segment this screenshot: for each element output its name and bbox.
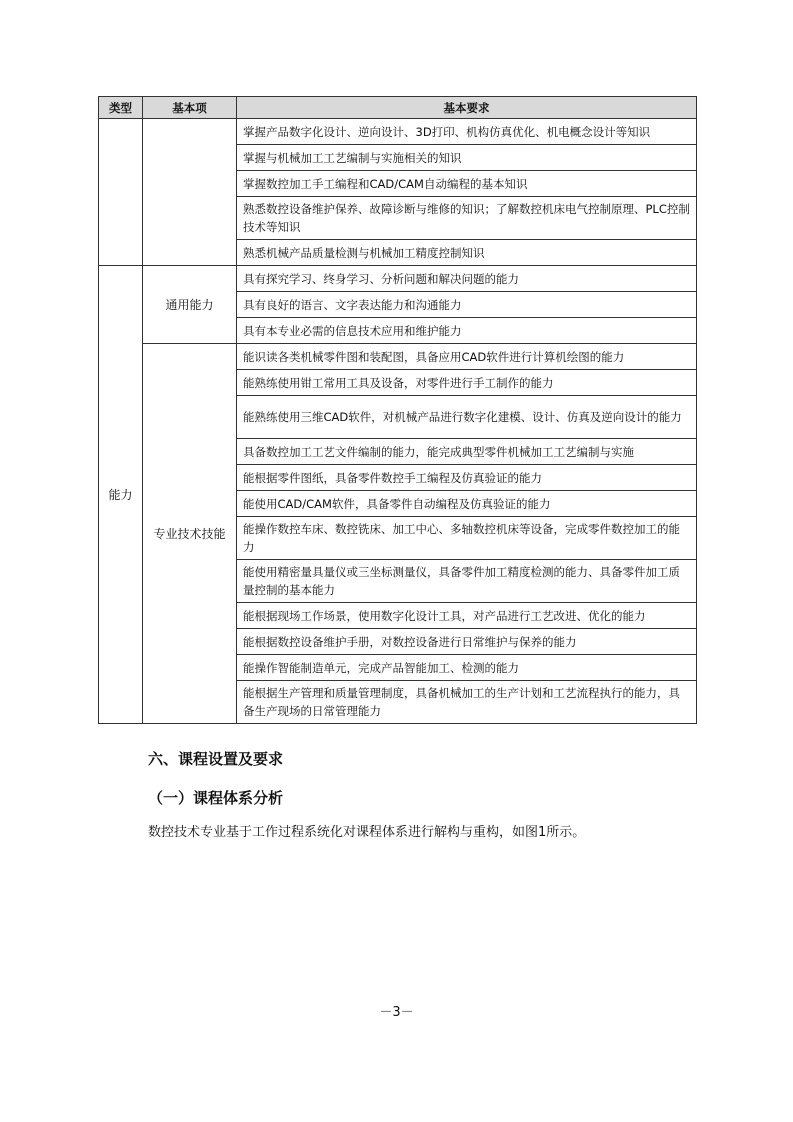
page-number: －3－: [379, 1005, 414, 1020]
table-row: [99, 344, 697, 370]
requirement-cell: 能熟练使用钳工常用工具及设备，对零件进行手工制作的能力: [237, 370, 697, 396]
requirement-cell: 能根据生产管理和质量管理制度，具备机械加工的生产计划和工艺流程执行的能力，具备生产现场的日常管理能力: [237, 681, 697, 724]
section-title: 六、课程设置及要求: [148, 750, 284, 768]
requirement-cell: 掌握数控加工手工编程和CAD/CAM自动编程的基本知识: [237, 171, 697, 197]
header-type: 类型: [99, 97, 143, 119]
item-cell-general: 通用能力: [143, 266, 237, 344]
requirement-cell: 熟悉数控设备维护保养、故障诊断与维修的知识；了解数控机床电气控制原理、PLC控制技术等知识: [237, 197, 697, 240]
requirement-cell: 具有探究学习、终身学习、分析问题和解决问题的能力: [237, 266, 697, 292]
requirement-cell: 能熟练使用三维CAD软件，对机械产品进行数字化建模、设计、仿真及逆向设计的能力: [237, 396, 697, 439]
requirement-cell: 具备数控加工工艺文件编制的能力，能完成典型零件机械加工工艺编制与实施: [237, 439, 697, 465]
table-header-row: [99, 97, 697, 119]
type-cell-ability: 能力: [99, 266, 143, 724]
requirement-cell: 能识读各类机械零件图和装配图，具备应用CAD软件进行计算机绘图的能力: [237, 344, 697, 370]
requirement-cell: 熟悉机械产品质量检测与机械加工精度控制知识: [237, 240, 697, 266]
item-cell-professional: 专业技术技能: [143, 344, 237, 724]
requirement-cell: 能使用精密量具量仪或三坐标测量仪，具备零件加工精度检测的能力、具备零件加工质量控制的基本能力: [237, 560, 697, 603]
requirement-cell: 能根据现场工作场景，使用数字化设计工具，对产品进行工艺改进、优化的能力: [237, 603, 697, 629]
requirement-cell: 具有良好的语言、文字表达能力和沟通能力: [237, 292, 697, 318]
requirements-table: [98, 96, 697, 724]
table-row: [99, 119, 697, 145]
subsection-title: （一）课程体系分析: [148, 789, 284, 807]
requirement-cell: 能操作智能制造单元，完成产品智能加工、检测的能力: [237, 655, 697, 681]
type-cell-knowledge: [99, 119, 143, 266]
requirement-cell: 具有本专业必需的信息技术应用和维护能力: [237, 318, 697, 344]
requirement-cell: 能根据数控设备维护手册，对数控设备进行日常维护与保养的能力: [237, 629, 697, 655]
requirement-cell: 掌握与机械加工工艺编制与实施相关的知识: [237, 145, 697, 171]
requirement-cell: 能操作数控车床、数控铣床、加工中心、多轴数控机床等设备，完成零件数控加工的能力: [237, 517, 697, 560]
requirement-cell: 能根据零件图纸，具备零件数控手工编程及仿真验证的能力: [237, 465, 697, 491]
header-item: 基本项: [143, 97, 237, 119]
item-cell-knowledge: [143, 119, 237, 266]
table-row: [99, 266, 697, 292]
requirement-cell: 能使用CAD/CAM软件，具备零件自动编程及仿真验证的能力: [237, 491, 697, 517]
requirement-cell: 掌握产品数字化设计、逆向设计、3D打印、机构仿真优化、机电概念设计等知识: [237, 119, 697, 145]
body-paragraph: 数控技术专业基于工作过程系统化对课程体系进行解构与重构，如图1所示。: [148, 825, 586, 840]
header-requirement: 基本要求: [237, 97, 697, 119]
